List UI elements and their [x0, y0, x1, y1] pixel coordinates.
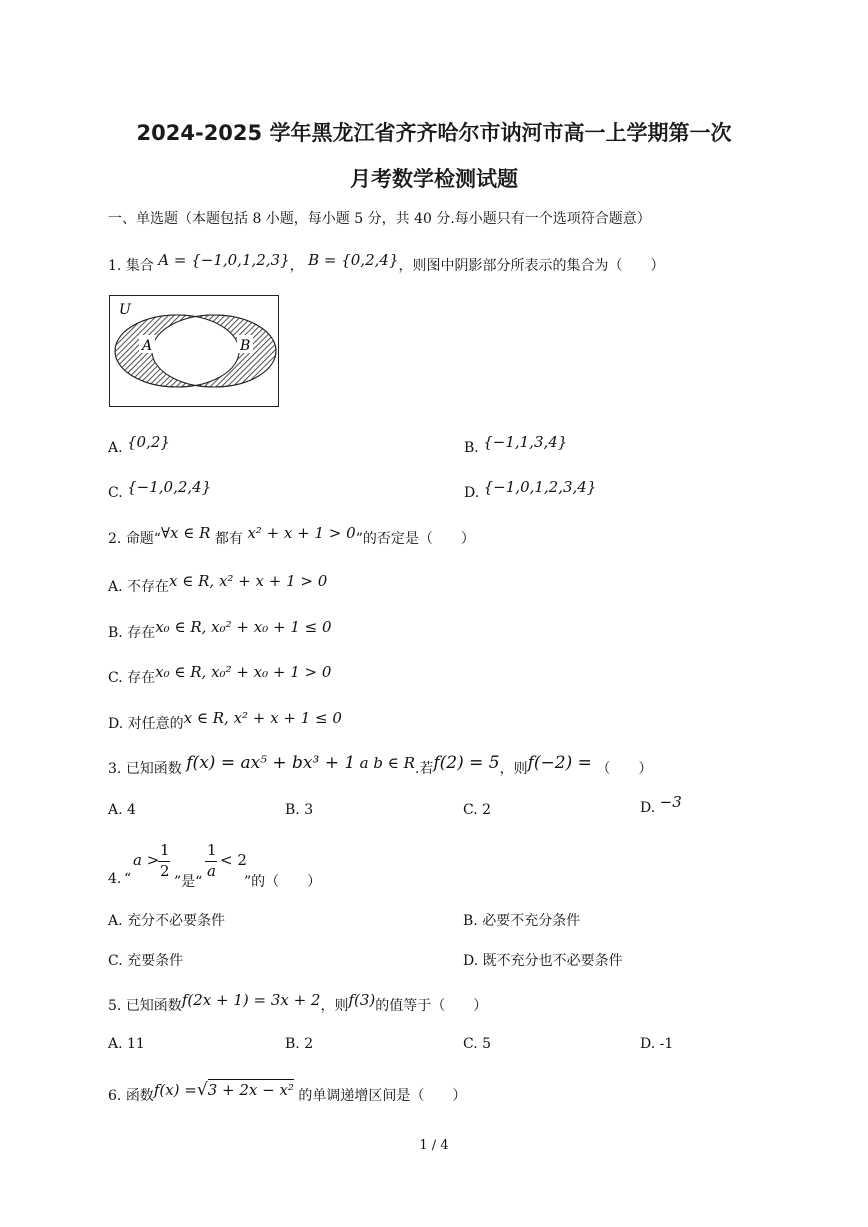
option-math: −3: [659, 793, 682, 811]
option-c: C. 存在x₀ ∈ R, x₀² + x₀ + 1 > 0: [108, 663, 332, 686]
math-expression: f(2) = 5: [433, 753, 500, 773]
option-math: x₀ ∈ R, x₀² + x₀ + 1 ≤ 0: [155, 618, 332, 636]
page-number: 1 / 4: [419, 1138, 449, 1153]
question-number: 3.: [108, 761, 122, 777]
option-c: C. {−1,0,2,4}: [108, 478, 212, 501]
question-text: 已知函数: [125, 761, 182, 777]
math-expression: f(−2) =: [527, 753, 592, 773]
option-math: {−1,1,3,4}: [483, 433, 568, 451]
question-6: [108, 1080, 467, 1105]
question-text: ”是“: [174, 874, 203, 890]
question-number: 4.: [108, 871, 122, 887]
section-header: 一、单选题（本题包括 8 小题，每小题 5 分，共 40 分.每小题只有一个选项符合题意）: [108, 211, 651, 227]
question-text: 的值等于（ ）: [375, 998, 488, 1014]
question-text: 都有: [210, 531, 248, 547]
option-a: A. 4: [108, 802, 136, 818]
question-2: [108, 524, 475, 548]
option-d: D. {−1,0,1,2,3,4}: [464, 478, 597, 501]
question-1: [108, 251, 665, 275]
fraction-denominator: a: [207, 862, 216, 880]
fraction-numerator: 1: [160, 841, 170, 859]
radicand: 3 + 2x − x²: [207, 1081, 294, 1099]
option-a: A. 11: [108, 1036, 145, 1052]
math-expression: a b ∈ R: [359, 754, 415, 772]
option-d: D. 对任意的x ∈ R, x² + x + 1 ≤ 0: [108, 709, 342, 732]
option-b: B. 2: [285, 1036, 314, 1052]
question-text: ，则: [320, 998, 349, 1014]
math-expression: f(x) = ax⁵ + bx³ + 1: [186, 753, 356, 773]
question-text: 的单调递增区间是（ ）: [298, 1088, 467, 1104]
document-title-line2: 月考数学检测试题: [350, 167, 518, 191]
venn-label-b: B: [240, 338, 251, 354]
option-math: x₀ ∈ R, x₀² + x₀ + 1 > 0: [155, 663, 332, 681]
math-expression: x² + x + 1 > 0: [247, 524, 356, 542]
math-expression: A = {−1,0,1,2,3}: [158, 251, 290, 269]
question-text: ，: [289, 258, 304, 274]
option-d: D. 既不充分也不必要条件: [463, 953, 623, 969]
question-number: 2.: [108, 531, 122, 547]
option-d: D. -1: [640, 1036, 674, 1052]
venn-label-a: A: [142, 338, 153, 354]
option-b: B. {−1,1,3,4}: [464, 433, 568, 456]
math-expression: f(x) =: [153, 1081, 197, 1099]
question-number: 5.: [108, 998, 122, 1014]
option-math: {0,2}: [127, 433, 170, 451]
math-expression: ∀x ∈ R: [160, 524, 211, 542]
option-math: {−1,0,1,2,3,4}: [483, 478, 597, 496]
option-a: A. {0,2}: [108, 433, 170, 456]
question-text: （ ）: [596, 761, 653, 777]
sqrt-icon: √: [196, 1080, 208, 1100]
question-3: [108, 753, 653, 778]
math-expression: f(3): [348, 991, 376, 1009]
question-text: “: [124, 871, 132, 887]
fraction-denominator: 2: [160, 862, 170, 880]
math-expression: a >: [133, 851, 160, 869]
option-b: B. 必要不充分条件: [463, 913, 581, 929]
option-b: B. 3: [285, 802, 314, 818]
question-text: 命题“: [125, 531, 161, 547]
question-number: 6.: [108, 1088, 122, 1104]
question-text: 集合: [125, 258, 154, 274]
option-b: B. 存在x₀ ∈ R, x₀² + x₀ + 1 ≤ 0: [108, 618, 332, 641]
math-expression: f(2x + 1) = 3x + 2: [181, 991, 321, 1009]
option-c: C. 5: [463, 1036, 492, 1052]
math-expression: < 2: [220, 851, 247, 869]
option-a: A. 充分不必要条件: [108, 913, 226, 929]
option-a: A. 不存在x ∈ R, x² + x + 1 > 0: [108, 572, 328, 595]
question-5: [108, 991, 488, 1015]
option-c: C. 2: [463, 802, 492, 818]
venn-label-u: U: [119, 302, 131, 318]
question-text: ”的否定是（ ）: [355, 531, 475, 547]
venn-diagram: [109, 295, 279, 407]
option-c: C. 充要条件: [108, 953, 184, 969]
option-d: D. −3: [640, 793, 682, 816]
option-math: {−1,0,2,4}: [127, 478, 212, 496]
math-expression: B = {0,2,4}: [308, 251, 399, 269]
question-text: 已知函数: [125, 998, 182, 1014]
fraction-numerator: 1: [207, 841, 217, 859]
option-math: x ∈ R, x² + x + 1 > 0: [169, 572, 328, 590]
option-math: x ∈ R, x² + x + 1 ≤ 0: [183, 709, 342, 727]
question-text: ，则: [499, 761, 528, 777]
question-text: ”的（ ）: [244, 874, 322, 890]
question-text: 函数: [125, 1088, 154, 1104]
question-text: ，则图中阴影部分所表示的集合为（ ）: [398, 258, 665, 274]
question-number: 1.: [108, 258, 122, 274]
question-text: .若: [414, 761, 434, 777]
document-title-line1: 2024-2025 学年黑龙江省齐齐哈尔市讷河市高一上学期第一次: [136, 121, 732, 145]
